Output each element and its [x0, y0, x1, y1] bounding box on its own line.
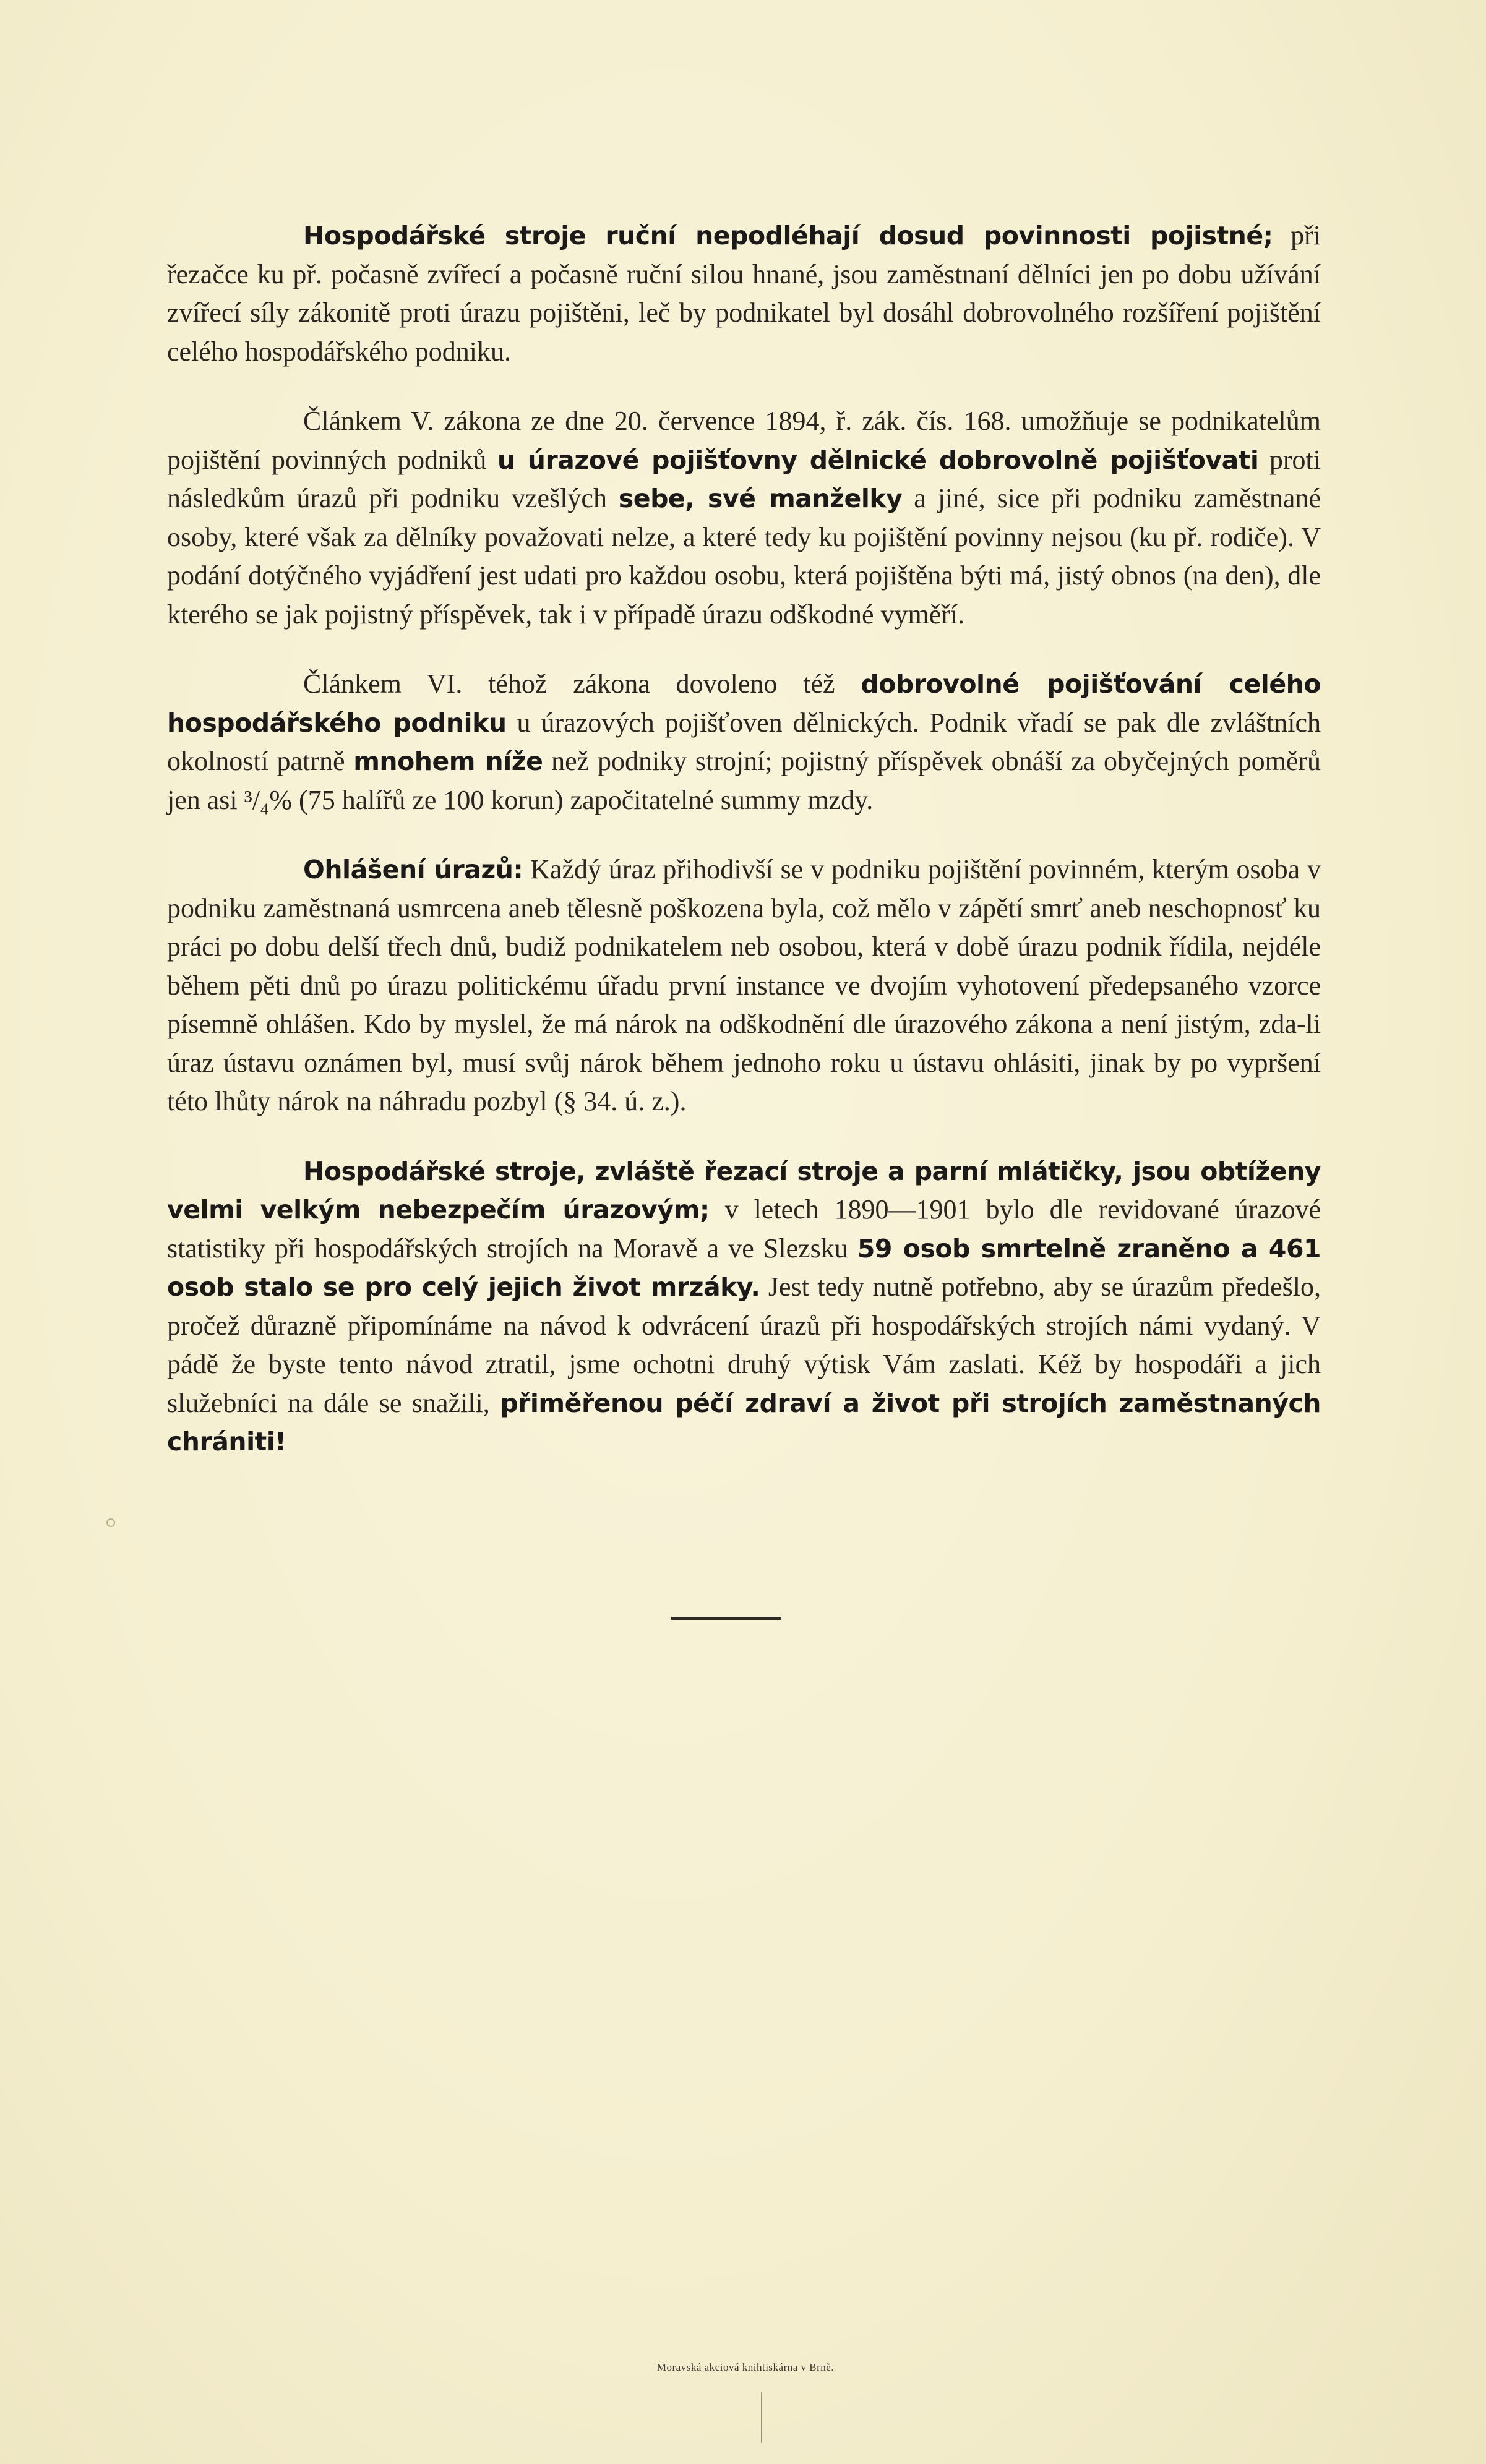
- paragraph-danger-warning: [167, 1152, 1321, 1461]
- text: Jest tedy nutně potřebno, aby se úrazům předešlo, pročež důrazně připomínáme na návod k odvrácení úrazů při hospodářských strojích námi vydaný. V pádě že byste tento návod ztratil, jsme ochotni druhý výtisk Vám zaslati. Kéž by hospodáři a jich služebníci na dále se snažili,: [167, 1272, 1321, 1418]
- text: u úrazových pojišťoven dělnických. Podnik vřadí se pak dle zvláštních okolností patrně: [167, 707, 1321, 776]
- bold-text: u úrazové pojišťovny dělnické dobrovolně pojišťovati: [497, 445, 1259, 475]
- bold-text: Hospodářské stroje ruční nepodléhají dosud povinnosti pojistné;: [303, 221, 1273, 250]
- paragraph-article-v: [167, 402, 1321, 634]
- text: a jiné, sice při podniku zaměstnané osoby, které však za dělníky považovati nelze, a které tedy ku pojištění povinny nejsou (ku př. rodiče). V podání dotýčného vyjádření jest udati pro každou osobu, která pojištěna býti má, jistý obnos (na den), dle kterého se jak pojistný příspěvek, tak i v případě úrazu odškodné vyměří.: [167, 483, 1321, 630]
- text: Článkem V. zákona ze dne 20. července 1894, ř. zák. čís. 168. umožňuje se podnikatelům pojištění povinných podniků: [167, 406, 1321, 475]
- bold-text: Ohlášení úrazů:: [303, 855, 523, 884]
- divider-rule: [671, 1617, 781, 1620]
- printer-imprint: Moravská akciová knihtiskárna v Brně.: [656, 2361, 835, 2373]
- text: Článkem VI. téhož zákona dovoleno též: [303, 669, 861, 699]
- paragraph-machines-insurance: [167, 216, 1321, 371]
- paragraph-accident-reporting: [167, 850, 1321, 1121]
- text: při řezačce ku př. počasně zvířecí a počasně ruční silou hnané, jsou zaměstnaní dělníci jen po dobu užívání zvířecí síly zákonitě proti úrazu pojištěni, leč by podnikatel byl dosáhl dobrovolného rozšíření pojištění celého hospodářského podniku.: [167, 220, 1321, 367]
- bold-text: dobrovolné pojišťování celého hospodářského podniku: [167, 669, 1321, 738]
- text: Každý úraz přihodivší se v podniku pojištění povinném, kterým osoba v podniku zaměstnaná usmrcena aneb tělesně poškozena byla, což mělo v zápětí smrť aneb neschopnosť ku práci po dobu delší třech dnů, budiž podnikatelem neb osobou, která v době úrazu podnik řídila, nejdéle během pěti dnů po úrazu politickému úřadu první instance ve dvojím vyhotovení předepsaného vzorce písemně ohlášen. Kdo by myslel, že má nárok na odškodnění dle úrazového zákona a není jistým, zda-li úraz ústavu oznámen byl, musí svůj nárok během jednoho roku u ústavu ohlásiti, jinak by po vypršení této lhůty nárok na náhradu pozbyl (§ 34. ú. z.).: [167, 854, 1321, 1116]
- paper-speck: [106, 1518, 115, 1527]
- bold-text: sebe, své manželky: [618, 484, 903, 513]
- text: než podniky strojní; pojistný příspěvek obnáší za obyčejných poměrů jen asi ³/₄% (75 halířů ze 100 korun) započitatelné summy mzdy.: [167, 746, 1321, 815]
- bold-text: Hospodářské stroje, zvláště řezací stroje a parní mlátičky, jsou obtíženy velmi velkým nebezpečím úrazovým;: [167, 1156, 1321, 1225]
- body-text: [167, 216, 1321, 1492]
- bold-text: přiměřenou péčí zdraví a život při strojích zaměstnaných chrániti!: [167, 1388, 1321, 1457]
- bold-text: 59 osob smrtelně zraněno a 461 osob stalo se pro celý jejich život mrzáky.: [167, 1233, 1321, 1302]
- text: proti následkům úrazů při podniku vzešlých: [167, 444, 1321, 513]
- paragraph-article-vi: [167, 665, 1321, 819]
- bold-text: mnohem níže: [353, 746, 543, 776]
- paper-fold-mark: [761, 2392, 762, 2443]
- text: v letech 1890—1901 bylo dle revidované úrazové statistiky při hospodářských strojích na Moravě a ve Slezsku: [167, 1194, 1321, 1264]
